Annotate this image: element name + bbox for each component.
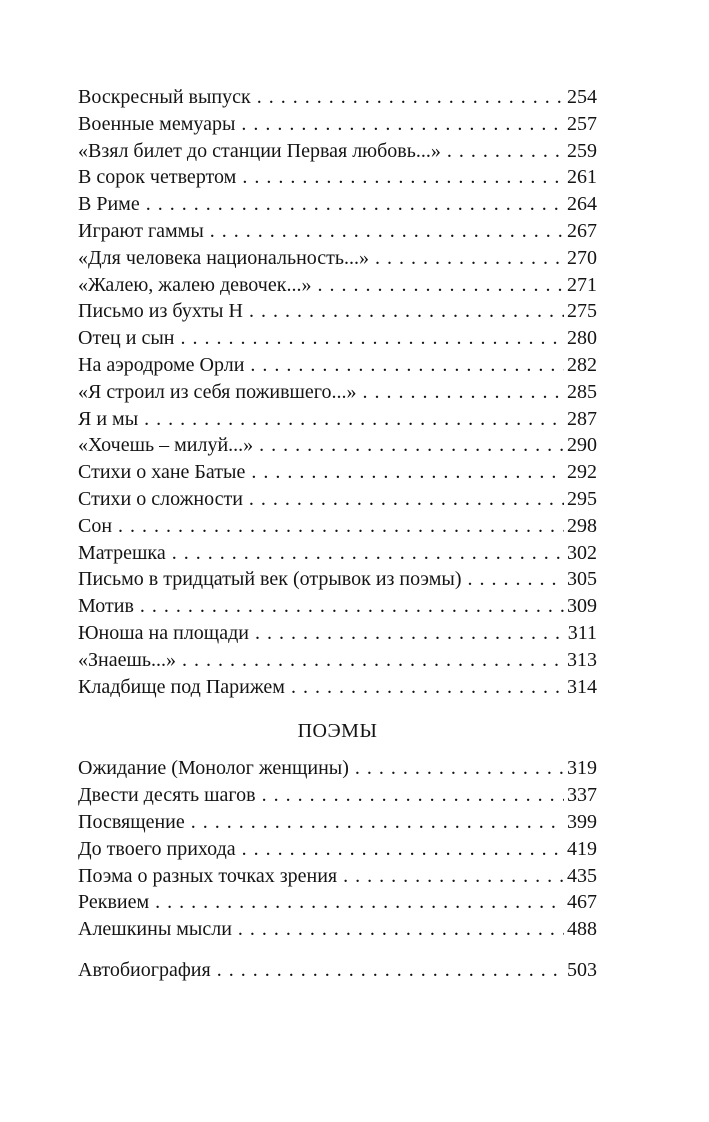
entry-title: «Хочешь – милуй...» <box>78 434 254 457</box>
dot-leader <box>255 620 565 647</box>
toc-entry <box>78 836 597 863</box>
dot-leader <box>238 916 564 943</box>
toc-entry <box>78 84 597 111</box>
dot-leader <box>144 406 564 433</box>
dot-leader <box>251 459 564 486</box>
toc-entry <box>78 272 597 299</box>
entry-page-number: 259 <box>567 139 597 162</box>
entry-page-number: 488 <box>567 918 597 941</box>
dot-leader <box>140 593 564 620</box>
toc-section <box>78 957 597 984</box>
dot-leader <box>210 218 564 245</box>
entry-title: Посвящение <box>78 810 185 833</box>
toc-entry <box>78 245 597 272</box>
dot-leader <box>172 540 564 567</box>
entry-page-number: 264 <box>567 193 597 216</box>
entry-page-number: 275 <box>567 300 597 323</box>
dot-leader <box>249 298 564 325</box>
toc-entry <box>78 674 597 701</box>
toc-entry <box>78 432 597 459</box>
entry-title: На аэродроме Орли <box>78 353 245 376</box>
entry-page-number: 319 <box>567 757 597 780</box>
toc-entry <box>78 647 597 674</box>
entry-page-number: 257 <box>567 112 597 135</box>
toc-entry <box>78 916 597 943</box>
toc-entry <box>78 486 597 513</box>
toc-entry <box>78 191 597 218</box>
toc-entry <box>78 218 597 245</box>
toc-entry <box>78 593 597 620</box>
dot-leader <box>155 889 564 916</box>
toc-entry <box>78 620 597 647</box>
entry-title: Двести десять шагов <box>78 784 256 807</box>
entry-page-number: 302 <box>567 541 597 564</box>
dot-leader <box>447 138 564 165</box>
toc-entry <box>78 406 597 433</box>
entry-title: В сорок четвертом <box>78 166 237 189</box>
toc-entry <box>78 513 597 540</box>
entry-title: Я и мы <box>78 407 139 430</box>
toc-entry <box>78 889 597 916</box>
entry-title: Алешкины мысли <box>78 918 232 941</box>
entry-page-number: 314 <box>567 675 597 698</box>
toc-entry <box>78 809 597 836</box>
entry-title: Мотив <box>78 595 134 618</box>
dot-leader <box>191 809 564 836</box>
entry-title: Ожидание (Монолог женщины) <box>78 757 349 780</box>
toc-entry <box>78 379 597 406</box>
entry-page-number: 298 <box>567 514 597 537</box>
entry-title: Реквием <box>78 891 150 914</box>
entry-title: «Я строил из себя пожившего...» <box>78 380 357 403</box>
dot-leader <box>242 836 564 863</box>
dot-leader <box>180 325 564 352</box>
entry-page-number: 261 <box>567 166 597 189</box>
entry-title: Письмо в тридцатый век (отрывок из поэмы) <box>78 568 462 591</box>
dot-leader <box>259 432 564 459</box>
dot-leader <box>262 782 564 809</box>
dot-leader <box>118 513 564 540</box>
entry-title: Стихи о сложности <box>78 487 243 510</box>
entry-title: Стихи о хане Батые <box>78 461 246 484</box>
entry-page-number: 419 <box>567 837 597 860</box>
dot-leader <box>242 164 564 191</box>
toc-section <box>78 718 597 943</box>
dot-leader <box>250 352 564 379</box>
entry-page-number: 435 <box>567 864 597 887</box>
entry-page-number: 309 <box>567 595 597 618</box>
entry-page-number: 254 <box>567 86 597 108</box>
toc-entry <box>78 111 597 138</box>
section-entries <box>78 755 597 943</box>
entry-page-number: 311 <box>567 621 597 644</box>
toc-entry <box>78 755 597 782</box>
section-entries <box>78 957 597 984</box>
entry-title: «Взял билет до станции Первая любовь...» <box>78 139 441 162</box>
toc-entry <box>78 352 597 379</box>
entry-title: Играют гаммы <box>78 219 204 242</box>
entry-title: Воскресный выпуск <box>78 86 251 108</box>
dot-leader <box>355 755 564 782</box>
entry-page-number: 313 <box>567 648 597 671</box>
dot-leader <box>217 957 564 984</box>
entry-page-number: 280 <box>567 327 597 350</box>
entry-page-number: 337 <box>567 784 597 807</box>
dot-leader <box>241 111 564 138</box>
entry-page-number: 305 <box>567 568 597 591</box>
table-of-contents <box>78 84 597 984</box>
entry-title: Сон <box>78 514 113 537</box>
toc-entry <box>78 957 597 984</box>
entry-page-number: 399 <box>567 810 597 833</box>
entry-title: Матрешка <box>78 541 166 564</box>
dot-leader <box>363 379 564 406</box>
toc-entry <box>78 863 597 890</box>
entry-title: Поэма о разных точках зрения <box>78 864 338 887</box>
entry-title: Военные мемуары <box>78 112 236 135</box>
section-entries <box>78 84 597 700</box>
entry-page-number: 292 <box>567 461 597 484</box>
entry-title: «Жалею, жалею девочек...» <box>78 273 312 296</box>
entry-page-number: 503 <box>567 958 597 981</box>
toc-entry <box>78 138 597 165</box>
entry-title: Кладбище под Парижем <box>78 675 285 698</box>
entry-title: Юноша на площади <box>78 621 249 644</box>
dot-leader <box>146 191 564 218</box>
section-heading: ПОЭМЫ <box>297 720 378 743</box>
entry-page-number: 267 <box>567 219 597 242</box>
entry-page-number: 295 <box>567 487 597 510</box>
toc-entry <box>78 298 597 325</box>
entry-title: Автобиография <box>78 958 211 981</box>
entry-page-number: 290 <box>567 434 597 457</box>
entry-title: Отец и сын <box>78 327 175 350</box>
dot-leader <box>468 566 564 593</box>
toc-entry <box>78 566 597 593</box>
dot-leader <box>182 647 564 674</box>
entry-title: «Для человека национальность...» <box>78 246 370 269</box>
toc-entry <box>78 459 597 486</box>
entry-title: Письмо из бухты Н <box>78 300 243 323</box>
dot-leader <box>317 272 564 299</box>
entry-title: «Знаешь...» <box>78 648 176 671</box>
toc-entry <box>78 540 597 567</box>
toc-entry <box>78 782 597 809</box>
entry-title: До твоего прихода <box>78 837 236 860</box>
dot-leader <box>291 674 564 701</box>
entry-page-number: 271 <box>567 273 597 296</box>
toc-entry <box>78 164 597 191</box>
entry-page-number: 282 <box>567 353 597 376</box>
dot-leader <box>257 84 564 111</box>
entry-page-number: 270 <box>567 246 597 269</box>
entry-page-number: 287 <box>567 407 597 430</box>
toc-section <box>78 84 597 700</box>
dot-leader <box>375 245 564 272</box>
toc-entry <box>78 325 597 352</box>
dot-leader <box>343 863 564 890</box>
dot-leader <box>249 486 564 513</box>
entry-page-number: 285 <box>567 380 597 403</box>
entry-title: В Риме <box>78 193 140 216</box>
entry-page-number: 467 <box>567 891 597 914</box>
